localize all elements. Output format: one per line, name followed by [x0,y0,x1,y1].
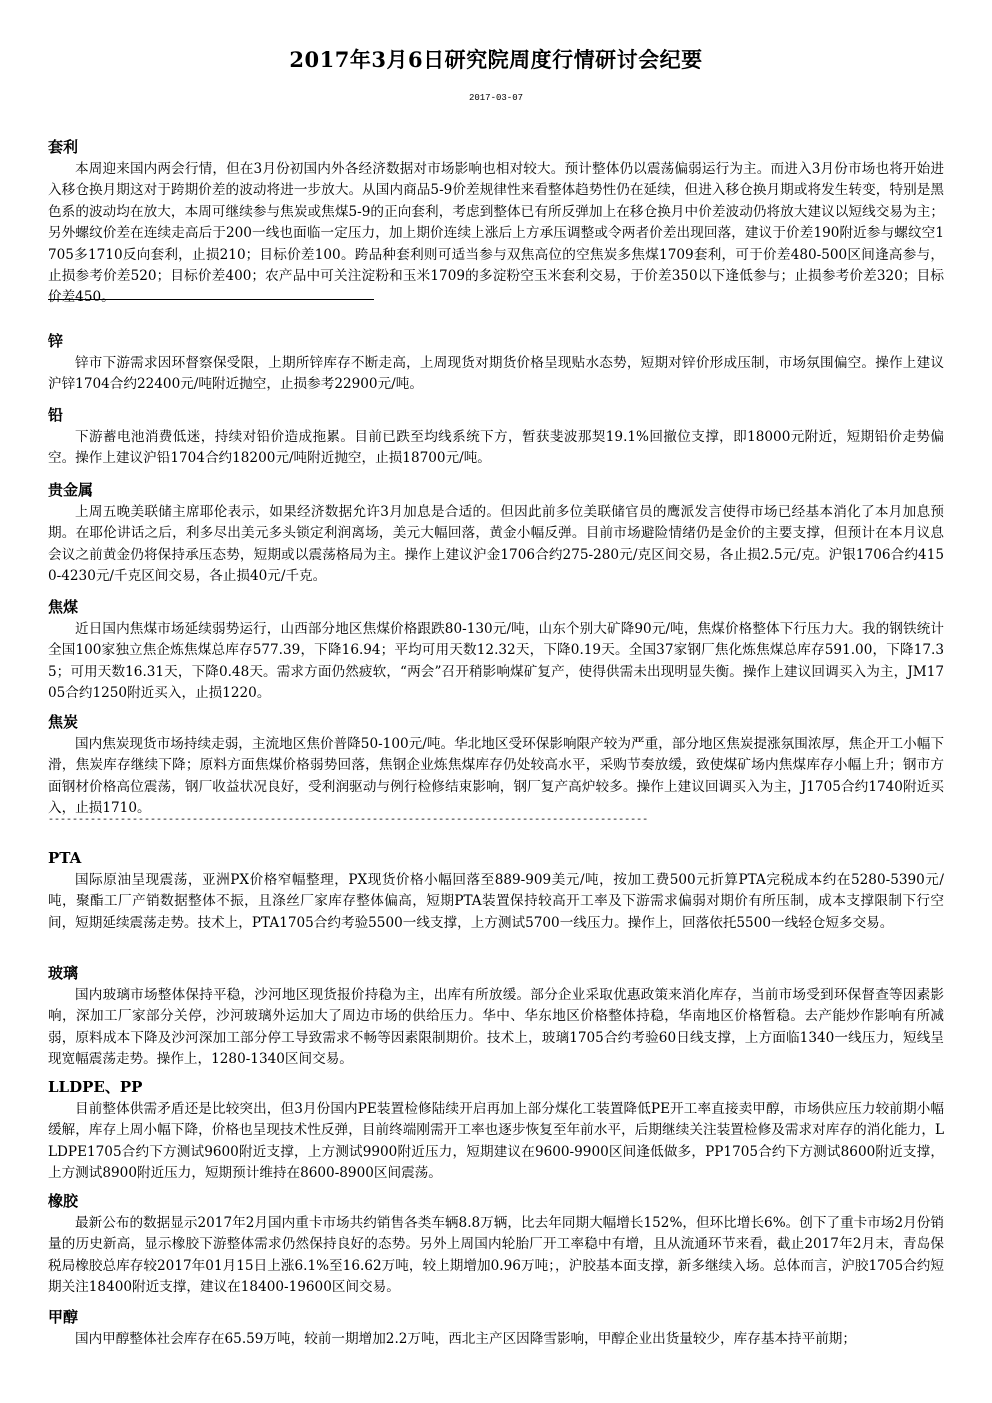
section-heading: 铅 [48,406,64,424]
section-lead [48,405,944,470]
section-body: 目前整体供需矛盾还是比较突出，但3月份国内PE装置检修陆续开启再加上部分煤化工装置降低PE开工率直接卖甲醇，市场供应压力较前期小幅缓解，库存上周小幅下降，价格也呈现技术性反弹，目前终端刚需开工率也逐步恢复至年前水平，后期继续关注装置检修及需求对库存的消化能力，LLDPE1705合约下方测试9600附近支撑，上方测试9900附近压力，短期建议在9600-9900区间逢低做多，PP1705合约下方测试8600附近支撑，上方测试8900附近压力，短期预计维持在8600-8900区间震荡。 [48,1101,944,1182]
section-body: 国际原油呈现震荡，亚洲PX价格窄幅整理，PX现货价格小幅回落至889-909美元/吨，按加工费500元折算PTA完税成本约在5280-5390元/吨，聚酯工厂产销数据整体不振，且涤丝厂家库存整体偏高，短期PTA装置保持较高开工率及下游需求偏弱对期价有所压制，成本支撑限制下行空间，短期延续震荡走势。技术上，PTA1705合约考验5500一线支撑，上方测试5700一线压力。操作上，回落依托5500一线轻仓短多交易。 [48,872,944,931]
section-heading: 玻璃 [48,964,79,982]
section-heading: LLDPE、PP [48,1078,143,1096]
section-heading: PTA [48,849,82,867]
section-heading: 焦炭 [48,713,79,731]
section-body: 锌市下游需求因环督察保受限，上期所锌库存不断走高，上周现货对期货价格呈现贴水态势，短期对锌价形成压制，市场氛围偏空。操作上建议沪锌1704合约22400元/吨附近抛空，止损参考22900元/吨。 [48,355,944,393]
section-body: 上周五晚美联储主席耶伦表示，如果经济数据允许3月加息是合适的。但因此前多位美联储官员的鹰派发言使得市场已经基本消化了本月加息预期。在耶伦讲话之后，利多尽出美元多头锁定利润离场，美元大幅回落，黄金小幅反弹。目前市场避险情绪仍是金价的主要支撑，但预计在本月议息会议之前黄金仍将保持承压态势，短期或以震荡格局为主。操作上建议沪金1706合约275-280元/克区间交易，各止损2.5元/克。沪银1706合约4150-4230元/千克区间交易，各止损40元/千克。 [48,504,944,585]
section-methanol [48,1307,944,1350]
section-heading: 贵金属 [48,481,94,499]
section-precious-metals [48,480,944,588]
section-glass [48,963,944,1071]
section-heading: 焦煤 [48,598,79,616]
section-heading: 橡胶 [48,1192,79,1210]
section-rubber [48,1191,944,1299]
section-heading: 锌 [48,332,64,350]
section-heading: 套利 [48,138,79,156]
section-pta [48,848,944,934]
section-coking-coal [48,597,944,705]
section-divider-solid [48,299,374,300]
section-divider-dashed: ---------------------------------------------------------------------------------------------------- [48,815,649,826]
section-zinc [48,331,944,396]
section-lldpe-pp [48,1077,944,1185]
section-body: 国内甲醇整体社会库存在65.59万吨，较前一期增加2.2万吨，西北主产区因降雪影响，甲醇企业出货量较少，库存基本持平前期； [75,1331,856,1347]
section-body: 国内焦炭现货市场持续走弱，主流地区焦价普降50-100元/吨。华北地区受环保影响限产较为严重，部分地区焦炭提涨氛围浓厚，焦企开工小幅下滑，焦炭库存继续下降；原料方面焦煤价格弱势回落，焦钢企业炼焦煤库存仍处较高水平，采购节奏放缓，致使煤矿场内焦煤库存小幅上升；钢市方面钢材价格高位震荡，钢厂收益状况良好，受利润驱动与例行检修结束影响，钢厂复产高炉较多。操作上建议回调买入为主，J1705合约1740附近买入，止损1710。 [48,736,944,817]
section-body: 最新公布的数据显示2017年2月国内重卡市场共约销售各类车辆8.8万辆，比去年同期大幅增长152%，但环比增长6%。创下了重卡市场2月份销量的历史新高，显示橡胶下游整体需求仍然保持良好的态势。另外上周国内轮胎厂开工率稳中有增，且从流通环节来看，截止2017年2月末，青岛保税局橡胶总库存较2017年01月15日上涨6.1%至16.62万吨，较上期增加0.96万吨；，沪胶基本面支撑，新多继续入场。总体而言，沪胶1705合约短期关注18400附近支撑，建议在18400-19600区间交易。 [48,1215,944,1296]
section-body: 下游蓄电池消费低迷，持续对铅价造成拖累。目前已跌至均线系统下方，暂获斐波那契19.1%回撤位支撑，即18000元附近，短期铅价走势偏空。操作上建议沪铅1704合约18200元/吨附近抛空，止损18700元/吨。 [48,429,944,467]
section-body: 国内玻璃市场整体保持平稳，沙河地区现货报价持稳为主，出库有所放缓。部分企业采取优惠政策来消化库存，当前市场受到环保督查等因素影响，深加工厂家部分关停，沙河玻璃外运加大了周边市场的供给压力。华中、华东地区价格整体持稳，华南地区价格暂稳。去产能炒作影响有所减弱，原料成本下降及沙河深加工部分停工导致需求不畅等因素限制期价。技术上，玻璃1705合约考验60日线支撑，上方面临1340一线压力，短线呈现宽幅震荡走势。操作上，1280-1340区间交易。 [48,987,944,1068]
section-body: 近日国内焦煤市场延续弱势运行，山西部分地区焦煤价格跟跌80-130元/吨，山东个别大矿降90元/吨，焦煤价格整体下行压力大。我的钢铁统计全国100家独立焦企炼焦煤总库存577.39，下降16.94；平均可用天数12.32天，下降0.19天。全国37家钢厂焦化炼焦煤总库存591.00，下降17.35；可用天数16.31天，下降0.48天。需求方面仍然疲软，“两会”召开稍影响煤矿复产，使得供需未出现明显失衡。操作上建议回调买入为主，JM1705合约1250附近买入，止损1220。 [48,621,944,702]
section-arbitrage [48,137,944,309]
section-heading: 甲醇 [48,1308,79,1326]
section-body: 本周迎来国内两会行情，但在3月份初国内外各经济数据对市场影响也相对较大。预计整体仍以震荡偏弱运行为主。而进入3月份市场也将开始进入移仓换月期这对于跨期价差的波动将进一步放大。从国内商品5-9价差规律性来看整体趋势性仍在延续，但进入移仓换月期或将发生转变，特别是黑色系的波动均在放大，本周可继续参与焦炭或焦煤5-9的正向套利，考虑到整体已有所反弹加上在移仓换月中价差波动仍将放大建议以短线交易为主；另外螺纹价差在连续走高后于200一线也面临一定压力，加上期价连续上涨后上方承压调整或令两者价差出现回落，建议于价差190附近参与螺纹空1705多1710反向套利，止损210；目标价差100。跨品种套利则可适当参与双焦高位的空焦炭多焦煤1709套利，可于价差480-500区间逢高参与，止损参考价差520；目标价差400；农产品中可关注淀粉和玉米1709的多淀粉空玉米套利交易，于价差350以下逢低参与；止损参考价差320；目标价差450。 [48,161,944,306]
section-coke [48,712,944,820]
document-date: 2017-03-07 [468,93,523,103]
document-title: 2017年3月6日研究院周度行情研讨会纪要 [289,47,703,72]
